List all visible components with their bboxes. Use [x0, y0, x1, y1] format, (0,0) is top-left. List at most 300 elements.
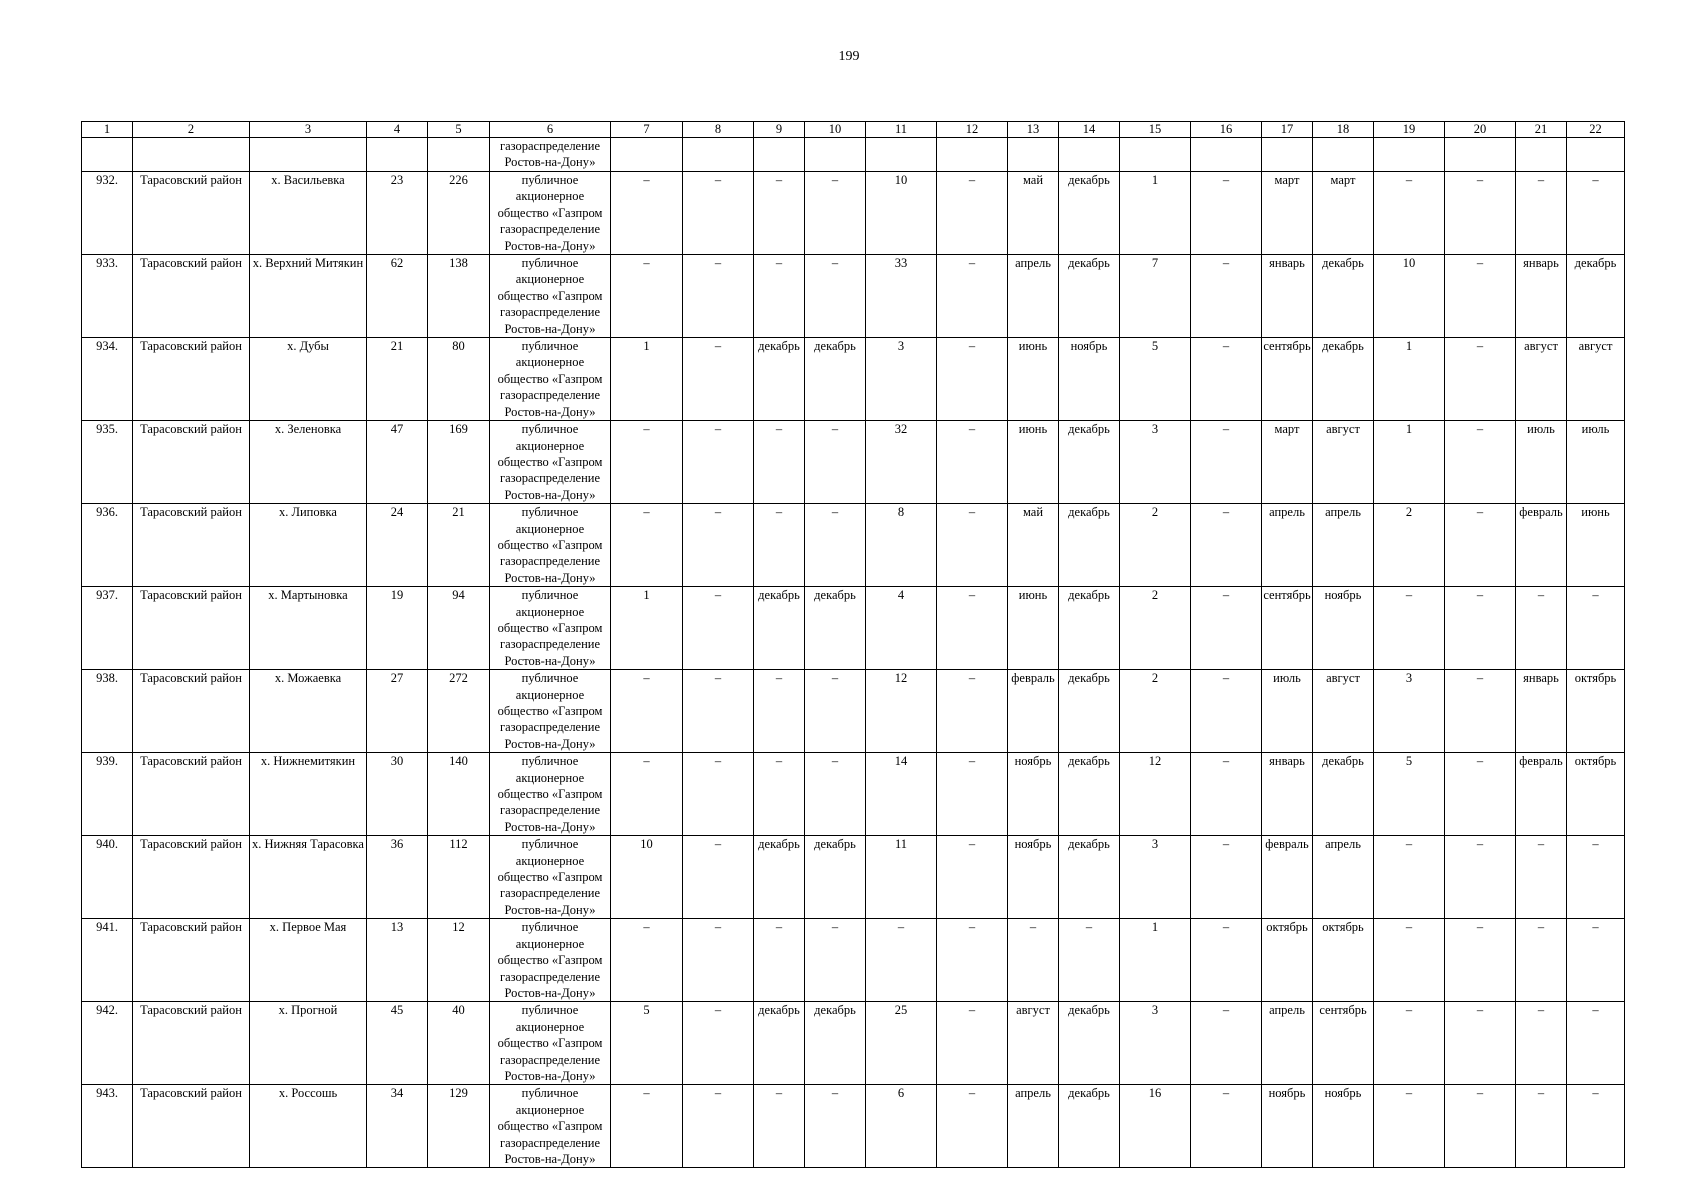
- cell-col-17: сентябрь: [1262, 338, 1313, 421]
- cell-col-6: 6: [490, 122, 611, 138]
- cell-col-15: 16: [1120, 1085, 1191, 1168]
- cell-col-2: Тарасовский район: [133, 421, 250, 504]
- gasification-table: [81, 121, 1625, 1168]
- cell-col-8: –: [683, 587, 754, 670]
- cell-col-8: –: [683, 172, 754, 255]
- cell-col-17: февраль: [1262, 836, 1313, 919]
- cell-col-4: 62: [367, 255, 428, 338]
- cell-col-1: [82, 138, 133, 172]
- cell-col-18: декабрь: [1313, 753, 1374, 836]
- cell-col-15: 2: [1120, 504, 1191, 587]
- cell-col-7: –: [611, 172, 683, 255]
- cell-col-3: х. Липовка: [250, 504, 367, 587]
- cell-col-4: 45: [367, 1002, 428, 1085]
- cell-col-9: –: [754, 504, 805, 587]
- cell-col-16: –: [1191, 504, 1262, 587]
- cell-col-10: –: [805, 753, 866, 836]
- cell-col-17: сентябрь: [1262, 587, 1313, 670]
- cell-col-4: 36: [367, 836, 428, 919]
- cell-col-14: декабрь: [1059, 1002, 1120, 1085]
- cell-col-14: декабрь: [1059, 172, 1120, 255]
- cell-col-10: –: [805, 1085, 866, 1168]
- cell-col-13: август: [1008, 1002, 1059, 1085]
- cell-col-22: –: [1567, 172, 1625, 255]
- cell-col-6: публичное акционерное общество «Газпром газораспределение Ростов-на-Дону»: [490, 919, 611, 1002]
- cell-col-3: [250, 138, 367, 172]
- cell-col-3: х. Нижняя Тарасовка: [250, 836, 367, 919]
- cell-col-19: 19: [1374, 122, 1445, 138]
- cell-col-22: октябрь: [1567, 753, 1625, 836]
- cell-col-16: –: [1191, 919, 1262, 1002]
- cell-col-3: х. Зеленовка: [250, 421, 367, 504]
- cell-col-9: декабрь: [754, 1002, 805, 1085]
- cell-col-13: 13: [1008, 122, 1059, 138]
- cell-col-5: 272: [428, 670, 490, 753]
- cell-col-14: декабрь: [1059, 753, 1120, 836]
- cell-col-6: публичное акционерное общество «Газпром газораспределение Ростов-на-Дону»: [490, 338, 611, 421]
- cell-col-15: 12: [1120, 753, 1191, 836]
- table-body: [82, 122, 1625, 1168]
- cell-col-20: –: [1445, 1002, 1516, 1085]
- cell-col-13: апрель: [1008, 255, 1059, 338]
- cell-col-19: –: [1374, 1002, 1445, 1085]
- cell-col-5: 80: [428, 338, 490, 421]
- cell-col-21: февраль: [1516, 504, 1567, 587]
- cell-col-3: х. Васильевка: [250, 172, 367, 255]
- cell-col-11: –: [866, 919, 937, 1002]
- table-row: [82, 670, 1625, 753]
- cell-col-20: –: [1445, 753, 1516, 836]
- cell-col-12: [937, 138, 1008, 172]
- cell-col-7: [611, 138, 683, 172]
- cell-col-19: –: [1374, 836, 1445, 919]
- cell-col-14: декабрь: [1059, 670, 1120, 753]
- cell-col-7: –: [611, 421, 683, 504]
- cell-col-15: 3: [1120, 836, 1191, 919]
- table-row: [82, 255, 1625, 338]
- cell-col-14: декабрь: [1059, 255, 1120, 338]
- cell-col-12: –: [937, 587, 1008, 670]
- cell-col-4: 27: [367, 670, 428, 753]
- cell-col-2: Тарасовский район: [133, 255, 250, 338]
- cell-col-19: 5: [1374, 753, 1445, 836]
- cell-col-5: 226: [428, 172, 490, 255]
- cell-col-4: 21: [367, 338, 428, 421]
- cell-col-12: –: [937, 919, 1008, 1002]
- cell-col-15: 1: [1120, 172, 1191, 255]
- cell-col-4: 47: [367, 421, 428, 504]
- cell-col-22: –: [1567, 587, 1625, 670]
- cell-col-9: декабрь: [754, 836, 805, 919]
- cell-col-21: июль: [1516, 421, 1567, 504]
- cell-col-12: –: [937, 1085, 1008, 1168]
- cell-col-16: –: [1191, 836, 1262, 919]
- cell-col-20: –: [1445, 255, 1516, 338]
- cell-col-12: –: [937, 172, 1008, 255]
- cell-col-22: август: [1567, 338, 1625, 421]
- cell-col-17: [1262, 138, 1313, 172]
- cell-col-11: 3: [866, 338, 937, 421]
- cell-col-5: 94: [428, 587, 490, 670]
- cell-col-8: –: [683, 836, 754, 919]
- cell-col-20: [1445, 138, 1516, 172]
- cell-col-8: [683, 138, 754, 172]
- cell-col-6: публичное акционерное общество «Газпром газораспределение Ростов-на-Дону»: [490, 255, 611, 338]
- cell-col-18: 18: [1313, 122, 1374, 138]
- cell-col-2: Тарасовский район: [133, 338, 250, 421]
- table-row: [82, 172, 1625, 255]
- cell-col-4: [367, 138, 428, 172]
- cell-col-9: –: [754, 919, 805, 1002]
- cell-col-15: 2: [1120, 587, 1191, 670]
- cell-col-10: –: [805, 421, 866, 504]
- cell-col-1: 943.: [82, 1085, 133, 1168]
- cell-col-16: –: [1191, 172, 1262, 255]
- cell-col-11: 11: [866, 836, 937, 919]
- cell-col-21: [1516, 138, 1567, 172]
- cell-col-9: –: [754, 670, 805, 753]
- cell-col-18: ноябрь: [1313, 587, 1374, 670]
- cell-col-6: публичное акционерное общество «Газпром газораспределение Ростов-на-Дону»: [490, 421, 611, 504]
- cell-col-2: Тарасовский район: [133, 753, 250, 836]
- cell-col-2: Тарасовский район: [133, 836, 250, 919]
- cell-col-3: х. Дубы: [250, 338, 367, 421]
- cell-col-18: ноябрь: [1313, 1085, 1374, 1168]
- cell-col-12: 12: [937, 122, 1008, 138]
- cell-col-17: 17: [1262, 122, 1313, 138]
- cell-col-22: октябрь: [1567, 670, 1625, 753]
- cell-col-4: 23: [367, 172, 428, 255]
- table-row: [82, 753, 1625, 836]
- cell-col-12: –: [937, 255, 1008, 338]
- cell-col-1: 934.: [82, 338, 133, 421]
- cell-col-1: 939.: [82, 753, 133, 836]
- cell-col-11: 4: [866, 587, 937, 670]
- cell-col-12: –: [937, 836, 1008, 919]
- cell-col-21: –: [1516, 836, 1567, 919]
- cell-col-13: апрель: [1008, 1085, 1059, 1168]
- cell-col-18: март: [1313, 172, 1374, 255]
- cell-col-16: –: [1191, 670, 1262, 753]
- cell-col-15: [1120, 138, 1191, 172]
- cell-col-3: х. Первое Мая: [250, 919, 367, 1002]
- cell-col-6: публичное акционерное общество «Газпром газораспределение Ростов-на-Дону»: [490, 1085, 611, 1168]
- cell-col-1: 941.: [82, 919, 133, 1002]
- cell-col-6: публичное акционерное общество «Газпром газораспределение Ростов-на-Дону»: [490, 670, 611, 753]
- cell-col-10: декабрь: [805, 1002, 866, 1085]
- cell-col-18: август: [1313, 670, 1374, 753]
- cell-col-11: 32: [866, 421, 937, 504]
- cell-col-5: 40: [428, 1002, 490, 1085]
- cell-col-18: [1313, 138, 1374, 172]
- cell-col-11: 10: [866, 172, 937, 255]
- cell-col-14: ноябрь: [1059, 338, 1120, 421]
- cell-col-14: декабрь: [1059, 587, 1120, 670]
- cell-col-5: 21: [428, 504, 490, 587]
- cell-col-3: х. Россошь: [250, 1085, 367, 1168]
- cell-col-11: [866, 138, 937, 172]
- cell-col-5: 140: [428, 753, 490, 836]
- cell-col-16: 16: [1191, 122, 1262, 138]
- cell-col-9: –: [754, 1085, 805, 1168]
- cell-col-21: –: [1516, 587, 1567, 670]
- cell-col-2: Тарасовский район: [133, 172, 250, 255]
- table-row: [82, 421, 1625, 504]
- cell-col-17: ноябрь: [1262, 1085, 1313, 1168]
- cell-col-19: 1: [1374, 421, 1445, 504]
- cell-col-9: –: [754, 753, 805, 836]
- cell-col-6: газораспределение Ростов-на-Дону»: [490, 138, 611, 172]
- cell-col-7: –: [611, 1085, 683, 1168]
- cell-col-6: публичное акционерное общество «Газпром газораспределение Ростов-на-Дону»: [490, 587, 611, 670]
- cell-col-13: ноябрь: [1008, 753, 1059, 836]
- cell-col-8: –: [683, 919, 754, 1002]
- cell-col-21: январь: [1516, 255, 1567, 338]
- cell-col-17: январь: [1262, 753, 1313, 836]
- cell-col-13: февраль: [1008, 670, 1059, 753]
- cell-col-5: 138: [428, 255, 490, 338]
- cell-col-20: –: [1445, 919, 1516, 1002]
- cell-col-1: 933.: [82, 255, 133, 338]
- cell-col-13: июнь: [1008, 338, 1059, 421]
- cell-col-19: 3: [1374, 670, 1445, 753]
- cell-col-22: декабрь: [1567, 255, 1625, 338]
- cell-col-21: август: [1516, 338, 1567, 421]
- cell-col-13: май: [1008, 504, 1059, 587]
- cell-col-5: 5: [428, 122, 490, 138]
- cell-col-8: –: [683, 338, 754, 421]
- cell-col-13: июнь: [1008, 421, 1059, 504]
- cell-col-16: –: [1191, 1002, 1262, 1085]
- cell-col-18: апрель: [1313, 504, 1374, 587]
- cell-col-22: –: [1567, 1002, 1625, 1085]
- cell-col-8: –: [683, 670, 754, 753]
- cell-col-21: –: [1516, 172, 1567, 255]
- cell-col-10: декабрь: [805, 338, 866, 421]
- cell-col-21: январь: [1516, 670, 1567, 753]
- cell-col-15: 2: [1120, 670, 1191, 753]
- cell-col-9: –: [754, 255, 805, 338]
- cell-col-16: –: [1191, 753, 1262, 836]
- table-row: [82, 919, 1625, 1002]
- cell-col-1: 942.: [82, 1002, 133, 1085]
- cell-col-16: –: [1191, 1085, 1262, 1168]
- cell-col-19: –: [1374, 1085, 1445, 1168]
- cell-col-16: –: [1191, 421, 1262, 504]
- cell-col-21: –: [1516, 1085, 1567, 1168]
- cell-col-17: октябрь: [1262, 919, 1313, 1002]
- cell-col-20: –: [1445, 172, 1516, 255]
- cell-col-10: декабрь: [805, 836, 866, 919]
- cell-col-12: –: [937, 504, 1008, 587]
- cell-col-19: –: [1374, 587, 1445, 670]
- cell-col-20: –: [1445, 587, 1516, 670]
- cell-col-19: –: [1374, 919, 1445, 1002]
- cell-col-6: публичное акционерное общество «Газпром газораспределение Ростов-на-Дону»: [490, 504, 611, 587]
- cell-col-9: –: [754, 421, 805, 504]
- continuation-row: [82, 138, 1625, 172]
- cell-col-20: 20: [1445, 122, 1516, 138]
- cell-col-3: х. Можаевка: [250, 670, 367, 753]
- cell-col-22: –: [1567, 1085, 1625, 1168]
- cell-col-22: 22: [1567, 122, 1625, 138]
- cell-col-2: Тарасовский район: [133, 587, 250, 670]
- cell-col-7: –: [611, 919, 683, 1002]
- table-row: [82, 1085, 1625, 1168]
- cell-col-6: публичное акционерное общество «Газпром газораспределение Ростов-на-Дону»: [490, 753, 611, 836]
- cell-col-21: февраль: [1516, 753, 1567, 836]
- cell-col-20: –: [1445, 836, 1516, 919]
- cell-col-21: –: [1516, 1002, 1567, 1085]
- cell-col-10: [805, 138, 866, 172]
- cell-col-18: декабрь: [1313, 338, 1374, 421]
- page-number: 199: [838, 49, 860, 64]
- cell-col-13: май: [1008, 172, 1059, 255]
- cell-col-3: х. Верхний Митякин: [250, 255, 367, 338]
- cell-col-17: март: [1262, 421, 1313, 504]
- cell-col-10: –: [805, 504, 866, 587]
- cell-col-16: –: [1191, 587, 1262, 670]
- cell-col-4: 30: [367, 753, 428, 836]
- cell-col-1: 935.: [82, 421, 133, 504]
- cell-col-8: –: [683, 255, 754, 338]
- cell-col-10: декабрь: [805, 587, 866, 670]
- cell-col-18: сентябрь: [1313, 1002, 1374, 1085]
- cell-col-20: –: [1445, 670, 1516, 753]
- cell-col-6: публичное акционерное общество «Газпром газораспределение Ростов-на-Дону»: [490, 836, 611, 919]
- cell-col-4: 34: [367, 1085, 428, 1168]
- cell-col-10: 10: [805, 122, 866, 138]
- cell-col-20: –: [1445, 504, 1516, 587]
- cell-col-15: 15: [1120, 122, 1191, 138]
- cell-col-15: 3: [1120, 421, 1191, 504]
- cell-col-14: декабрь: [1059, 504, 1120, 587]
- cell-col-1: 936.: [82, 504, 133, 587]
- cell-col-9: декабрь: [754, 338, 805, 421]
- cell-col-14: декабрь: [1059, 836, 1120, 919]
- cell-col-11: 12: [866, 670, 937, 753]
- cell-col-5: [428, 138, 490, 172]
- cell-col-6: публичное акционерное общество «Газпром газораспределение Ростов-на-Дону»: [490, 1002, 611, 1085]
- cell-col-15: 1: [1120, 919, 1191, 1002]
- cell-col-16: [1191, 138, 1262, 172]
- cell-col-21: –: [1516, 919, 1567, 1002]
- cell-col-13: июнь: [1008, 587, 1059, 670]
- cell-col-5: 169: [428, 421, 490, 504]
- cell-col-7: 10: [611, 836, 683, 919]
- cell-col-13: ноябрь: [1008, 836, 1059, 919]
- cell-col-13: [1008, 138, 1059, 172]
- cell-col-1: 938.: [82, 670, 133, 753]
- cell-col-7: 7: [611, 122, 683, 138]
- cell-col-22: –: [1567, 836, 1625, 919]
- cell-col-22: [1567, 138, 1625, 172]
- cell-col-8: –: [683, 753, 754, 836]
- column-number-row: [82, 122, 1625, 138]
- cell-col-14: 14: [1059, 122, 1120, 138]
- cell-col-3: х. Нижнемитякин: [250, 753, 367, 836]
- cell-col-1: 940.: [82, 836, 133, 919]
- cell-col-19: 10: [1374, 255, 1445, 338]
- cell-col-2: Тарасовский район: [133, 919, 250, 1002]
- cell-col-8: –: [683, 1085, 754, 1168]
- cell-col-12: –: [937, 753, 1008, 836]
- cell-col-11: 25: [866, 1002, 937, 1085]
- cell-col-14: –: [1059, 919, 1120, 1002]
- cell-col-17: январь: [1262, 255, 1313, 338]
- table-row: [82, 836, 1625, 919]
- cell-col-11: 33: [866, 255, 937, 338]
- cell-col-11: 6: [866, 1085, 937, 1168]
- cell-col-7: 1: [611, 587, 683, 670]
- cell-col-3: х. Мартыновка: [250, 587, 367, 670]
- cell-col-20: –: [1445, 1085, 1516, 1168]
- cell-col-3: х. Прогной: [250, 1002, 367, 1085]
- cell-col-22: июнь: [1567, 504, 1625, 587]
- cell-col-18: апрель: [1313, 836, 1374, 919]
- cell-col-18: декабрь: [1313, 255, 1374, 338]
- cell-col-19: –: [1374, 172, 1445, 255]
- cell-col-2: Тарасовский район: [133, 504, 250, 587]
- cell-col-10: –: [805, 670, 866, 753]
- cell-col-11: 11: [866, 122, 937, 138]
- cell-col-19: 2: [1374, 504, 1445, 587]
- cell-col-1: 937.: [82, 587, 133, 670]
- cell-col-7: 5: [611, 1002, 683, 1085]
- cell-col-9: –: [754, 172, 805, 255]
- cell-col-2: 2: [133, 122, 250, 138]
- cell-col-16: –: [1191, 338, 1262, 421]
- cell-col-7: –: [611, 753, 683, 836]
- cell-col-2: Тарасовский район: [133, 670, 250, 753]
- cell-col-7: –: [611, 255, 683, 338]
- cell-col-22: –: [1567, 919, 1625, 1002]
- cell-col-1: 1: [82, 122, 133, 138]
- cell-col-11: 8: [866, 504, 937, 587]
- cell-col-11: 14: [866, 753, 937, 836]
- cell-col-20: –: [1445, 421, 1516, 504]
- cell-col-2: [133, 138, 250, 172]
- cell-col-19: 1: [1374, 338, 1445, 421]
- cell-col-2: Тарасовский район: [133, 1002, 250, 1085]
- cell-col-12: –: [937, 338, 1008, 421]
- cell-col-17: июль: [1262, 670, 1313, 753]
- cell-col-14: [1059, 138, 1120, 172]
- cell-col-18: октябрь: [1313, 919, 1374, 1002]
- cell-col-4: 13: [367, 919, 428, 1002]
- cell-col-20: –: [1445, 338, 1516, 421]
- cell-col-15: 5: [1120, 338, 1191, 421]
- cell-col-18: август: [1313, 421, 1374, 504]
- cell-col-15: 3: [1120, 1002, 1191, 1085]
- cell-col-7: –: [611, 504, 683, 587]
- cell-col-22: июль: [1567, 421, 1625, 504]
- cell-col-10: –: [805, 255, 866, 338]
- cell-col-19: [1374, 138, 1445, 172]
- cell-col-4: 19: [367, 587, 428, 670]
- cell-col-8: –: [683, 1002, 754, 1085]
- cell-col-5: 129: [428, 1085, 490, 1168]
- cell-col-1: 932.: [82, 172, 133, 255]
- cell-col-15: 7: [1120, 255, 1191, 338]
- cell-col-4: 24: [367, 504, 428, 587]
- cell-col-13: –: [1008, 919, 1059, 1002]
- cell-col-9: декабрь: [754, 587, 805, 670]
- cell-col-7: 1: [611, 338, 683, 421]
- cell-col-8: –: [683, 504, 754, 587]
- table-row: [82, 338, 1625, 421]
- table-row: [82, 504, 1625, 587]
